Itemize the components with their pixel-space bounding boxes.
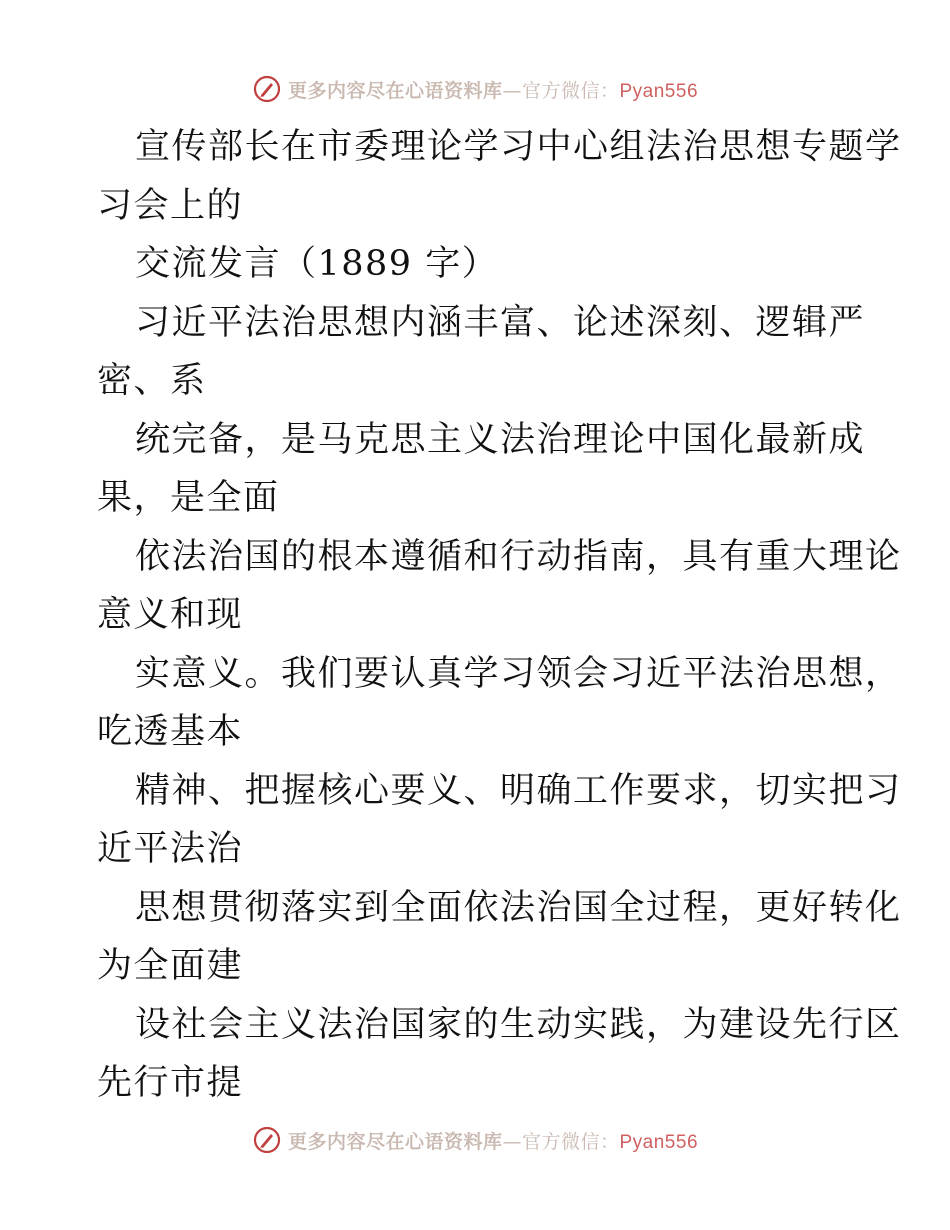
text-line: 思想贯彻落实到全面依法治国全过程，更好转化 — [135, 887, 902, 928]
watermark-wechat-id: Pyan556 — [619, 1131, 699, 1153]
watermark-main: 更多内容尽在心语资料库 — [287, 79, 503, 102]
quill-logo-icon — [252, 74, 282, 104]
text-line: 先行市提 — [97, 1063, 244, 1103]
watermark-text — [288, 76, 698, 103]
text-line: 习会上的 — [97, 185, 244, 226]
text-line: 依法治国的根本遵循和行动指南，具有重大理论 — [135, 536, 902, 577]
text-line: 近平法治 — [97, 829, 244, 869]
text-line: 果，是全面 — [97, 478, 280, 518]
watermark-dash: — — [502, 79, 522, 102]
watermark-official-label: 官方微信： — [521, 1130, 620, 1153]
header-watermark — [0, 72, 950, 106]
text-line: 设社会主义法治国家的生动实践，为建设先行区 — [135, 1004, 902, 1045]
watermark-official-label: 官方微信： — [521, 79, 620, 102]
document-body — [97, 118, 902, 1113]
text-line: 为全面建 — [97, 946, 244, 986]
text-line: 精神、把握核心要义、明确工作要求，切实把习 — [135, 770, 902, 811]
text-line: 意义和现 — [97, 595, 244, 635]
text-line: 交流发言（1889 字） — [135, 244, 499, 284]
text-line: 密、系 — [97, 361, 207, 401]
text-line: 宣传部长在市委理论学习中心组法治思想专题学 — [135, 127, 902, 167]
watermark-wechat-id: Pyan556 — [619, 80, 699, 102]
text-line: 实意义。我们要认真学习领会习近平法治思想， — [135, 653, 902, 694]
text-line: 吃透基本 — [97, 712, 244, 752]
watermark-text — [288, 1127, 698, 1154]
quill-logo-icon — [252, 1125, 282, 1155]
footer-watermark — [0, 1123, 950, 1157]
text-line: 习近平法治思想内涵丰富、论述深刻、逻辑严 — [135, 302, 866, 343]
watermark-dash: — — [502, 1130, 522, 1153]
watermark-main: 更多内容尽在心语资料库 — [287, 1130, 503, 1153]
text-line: 统完备，是马克思主义法治理论中国化最新成 — [135, 419, 866, 460]
